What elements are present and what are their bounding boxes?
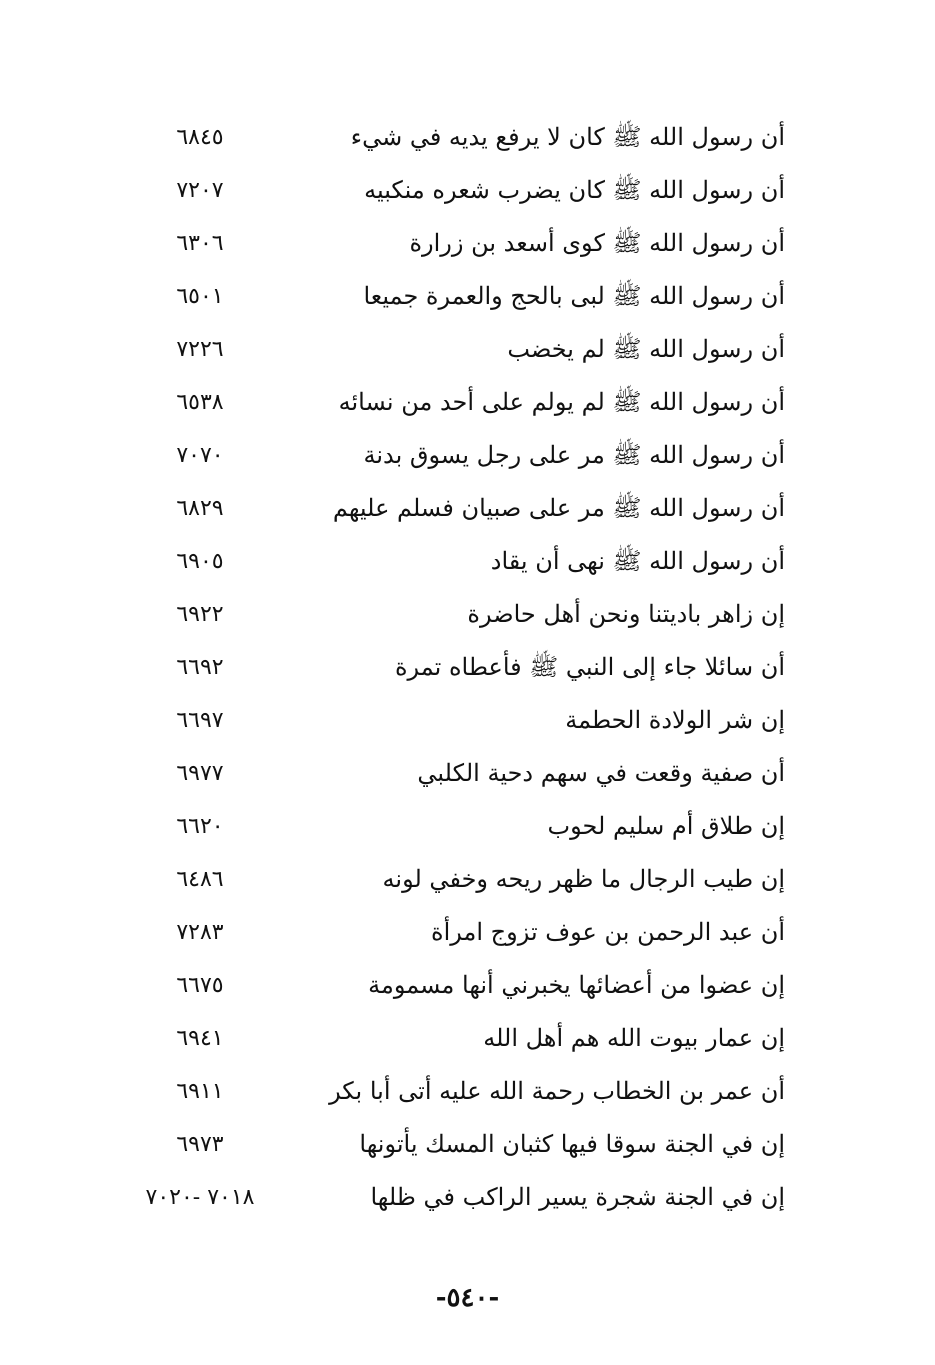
entry-text: إن في الجنة سوقا فيها كثبان المسك يأتونها	[359, 1130, 785, 1158]
entry-reference-number: ٦٦٩٧	[176, 708, 224, 733]
entry-text: أن رسول الله ﷺ كان لا يرفع يديه في شيء	[350, 123, 785, 151]
entry-text: إن طلاق أم سليم لحوب	[547, 812, 785, 840]
entry-reference-number: ٦٩٢٢	[176, 602, 224, 627]
entry-text: إن عضوا من أعضائها يخبرني أنها مسمومة	[368, 971, 785, 999]
entry-text: أن سائلا جاء إلى النبي ﷺ فأعطاه تمرة	[394, 653, 785, 681]
index-entry	[0, 965, 935, 1018]
entry-reference-number: ٦٩٠٥	[176, 549, 224, 574]
index-entry	[0, 382, 935, 435]
entry-reference-number: ٦٩١١	[176, 1079, 224, 1104]
entry-text: إن في الجنة شجرة يسير الراكب في ظلها	[370, 1183, 785, 1211]
index-entry	[0, 1018, 935, 1071]
entry-text: أن رسول الله ﷺ لبى بالحج والعمرة جميعا	[363, 282, 785, 310]
entry-text: إن زاهر باديتنا ونحن أهل حاضرة	[467, 600, 785, 628]
entry-text: إن عمار بيوت الله هم أهل الله	[483, 1024, 785, 1052]
entry-text: أن رسول الله ﷺ لم يخضب	[507, 335, 785, 363]
entry-reference-number: ٧٠١٨ -٧٠٢٠	[145, 1185, 255, 1210]
index-entry	[0, 1124, 935, 1177]
entry-reference-number: ٦٥٠١	[176, 284, 224, 309]
entry-reference-number: ٦٦٢٠	[176, 814, 224, 839]
index-entry	[0, 912, 935, 965]
entry-reference-number: ٦٨٤٥	[176, 125, 224, 150]
entry-reference-number: ٦٥٣٨	[176, 390, 224, 415]
entry-reference-number: ٦٩٤١	[176, 1026, 224, 1051]
entry-text: أن رسول الله ﷺ نهى أن يقاد	[490, 547, 785, 575]
index-entry	[0, 488, 935, 541]
entry-text: إن طيب الرجال ما ظهر ريحه وخفي لونه	[382, 865, 785, 893]
index-entry	[0, 859, 935, 912]
entry-reference-number: ٦٩٧٧	[176, 761, 224, 786]
entry-reference-number: ٧٢٨٣	[176, 920, 224, 945]
index-entry	[0, 806, 935, 859]
index-entry	[0, 594, 935, 647]
index-entry	[0, 541, 935, 594]
entry-reference-number: ٧٠٧٠	[176, 443, 224, 468]
entry-text: أن صفية وقعت في سهم دحية الكلبي	[417, 759, 785, 787]
entry-text: أن عبد الرحمن بن عوف تزوج امرأة	[431, 918, 785, 946]
entry-reference-number: ٦٤٨٦	[176, 867, 224, 892]
index-entry	[0, 1071, 935, 1124]
index-entry	[0, 1177, 935, 1230]
entry-reference-number: ٦٦٧٥	[176, 973, 224, 998]
entry-text: أن رسول الله ﷺ كان يضرب شعره منكبيه	[364, 176, 785, 204]
index-entry	[0, 435, 935, 488]
index-list	[0, 117, 935, 1230]
index-entry	[0, 276, 935, 329]
entry-reference-number: ٦٦٩٢	[176, 655, 224, 680]
entry-reference-number: ٦٩٧٣	[176, 1132, 224, 1157]
entry-text: أن رسول الله ﷺ كوى أسعد بن زرارة	[409, 229, 785, 257]
entry-reference-number: ٧٢٢٦	[176, 337, 224, 362]
entry-text: أن رسول الله ﷺ مر على رجل يسوق بدنة	[363, 441, 785, 469]
index-entry	[0, 753, 935, 806]
index-entry	[0, 117, 935, 170]
entry-text: أن عمر بن الخطاب رحمة الله عليه أتى أبا بكر	[329, 1077, 785, 1105]
index-entry	[0, 223, 935, 276]
index-entry	[0, 700, 935, 753]
entry-reference-number: ٦٨٢٩	[176, 496, 224, 521]
index-entry	[0, 329, 935, 382]
page-number: -٥٤٠-	[435, 1283, 500, 1313]
entry-text: أن رسول الله ﷺ مر على صبيان فسلم عليهم	[332, 494, 785, 522]
entry-reference-number: ٧٢٠٧	[176, 178, 224, 203]
entry-text: أن رسول الله ﷺ لم يولم على أحد من نسائه	[338, 388, 785, 416]
entry-reference-number: ٦٣٠٦	[176, 231, 224, 256]
index-entry	[0, 170, 935, 223]
entry-text: إن شر الولادة الحطمة	[565, 706, 785, 734]
index-entry	[0, 647, 935, 700]
